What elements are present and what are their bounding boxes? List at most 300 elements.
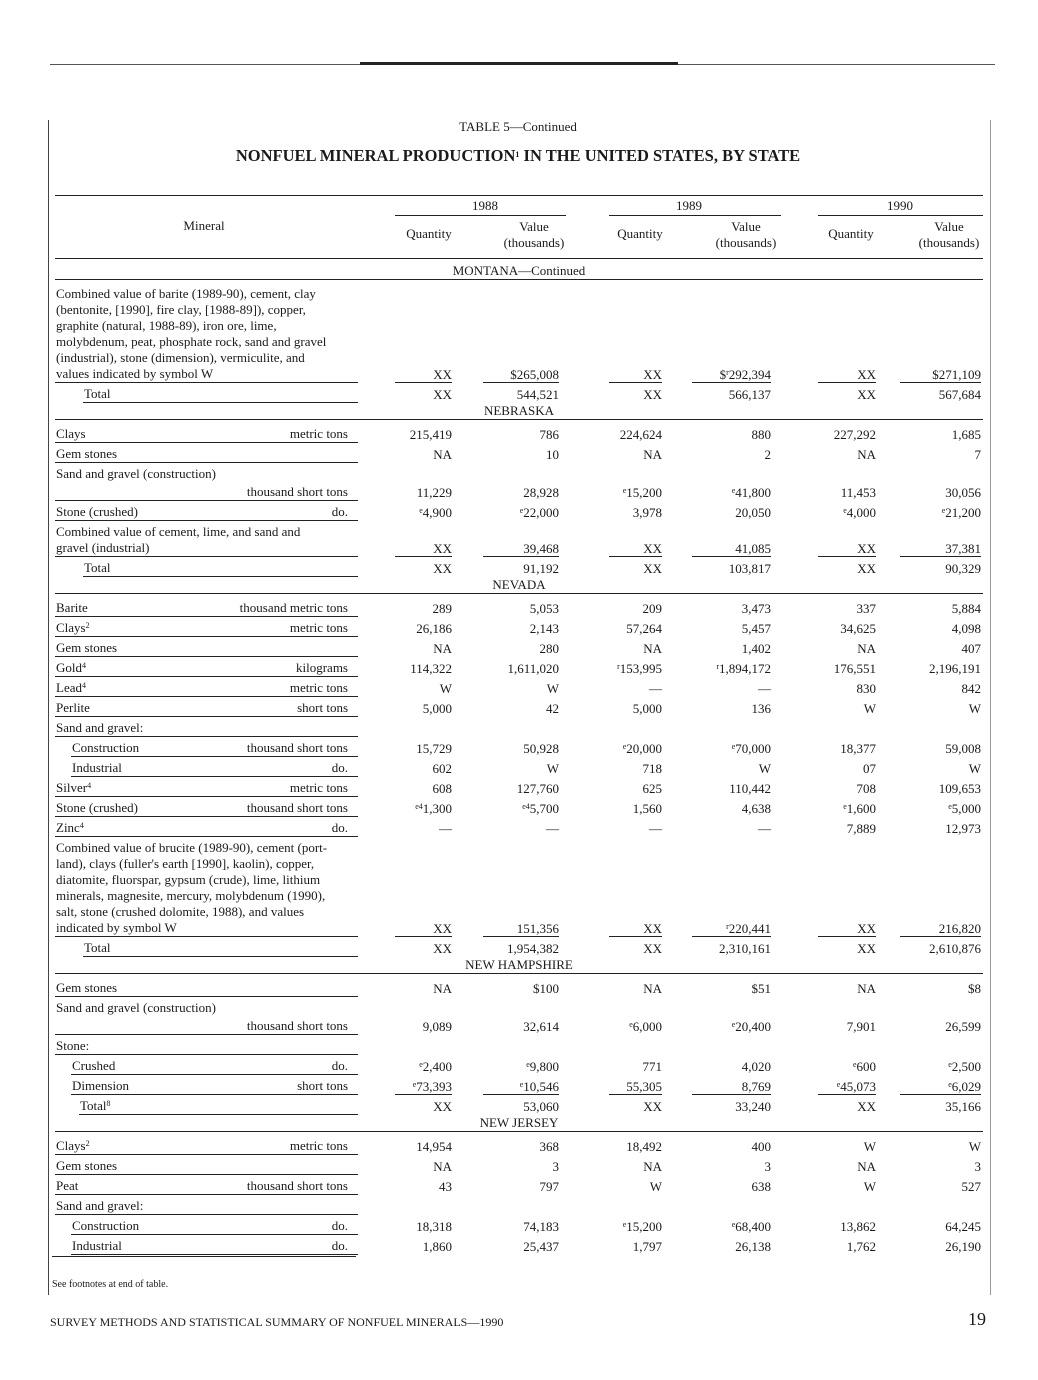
value-subtotal-rule [900, 936, 981, 937]
row-value: NA [857, 1159, 876, 1174]
row-label: Gold$^4$ [56, 660, 86, 675]
row-label-rule [83, 402, 358, 403]
section-rule [55, 593, 983, 594]
row-value: XX [857, 921, 876, 936]
row-label: Industrial [72, 760, 122, 775]
row-label: Perlite [56, 700, 90, 715]
row-label: Total [84, 386, 111, 401]
value-subtotal-rule [609, 382, 662, 383]
table-title: NONFUEL MINERAL PRODUCTION$^1$ IN THE UNITED STATES, BY STATE [235, 146, 801, 165]
row-unit: thousand short tons [246, 800, 348, 815]
thousands-header: (thousands) [503, 235, 565, 250]
row-value: $^e$20,000 [622, 741, 662, 756]
row-value: $^e$2,400 [419, 1059, 452, 1074]
row-label-rule [55, 1034, 358, 1035]
row-value: 797 [539, 1179, 559, 1194]
row-value: XX [643, 541, 662, 556]
row-value: NA [433, 1159, 452, 1174]
row-label: Gem stones [56, 980, 118, 995]
value-subtotal-rule [692, 382, 771, 383]
row-value: 3,473 [741, 601, 771, 616]
row-value: \$$^r$292,394 [719, 367, 771, 382]
row-value: $^e$4,000 [843, 505, 876, 520]
year-span-rule-3 [818, 215, 983, 216]
row-value: — [546, 821, 559, 836]
row-label: diatomite, fluorspar, gypsum (crude), lime, lithium [56, 872, 321, 887]
row-label-rule [71, 1094, 358, 1095]
row-unit: do. [331, 820, 348, 835]
row-value: $^e$22,000 [519, 505, 559, 520]
row-value: 53,060 [523, 1099, 559, 1114]
row-unit: do. [331, 1058, 348, 1073]
year-header-2: 1989 [676, 198, 702, 213]
row-value: 91,192 [523, 561, 559, 576]
value-header: Value [731, 219, 761, 234]
row-unit: metric tons [289, 426, 348, 441]
row-value: 2,196,191 [929, 661, 981, 676]
row-value: 07 [863, 761, 876, 776]
row-label: Clays$^2$ [56, 1138, 90, 1153]
row-value: 41,085 [735, 541, 771, 556]
row-value: 37,381 [945, 541, 981, 556]
row-value: 5,053 [529, 601, 559, 616]
row-value: $^e$21,200 [941, 505, 981, 520]
row-value: $^e$4,900 [419, 505, 452, 520]
value-subtotal-rule [483, 382, 559, 383]
row-value: 7 [974, 447, 981, 462]
row-label-rule [55, 462, 358, 463]
row-value: $^e$41,800 [731, 485, 771, 500]
row-label-rule [55, 656, 358, 657]
row-label: Sand and gravel: [56, 720, 144, 735]
row-value: NA [433, 981, 452, 996]
row-value: 1,797 [632, 1239, 662, 1254]
row-value: XX [857, 367, 876, 382]
row-value: $^r$153,995 [617, 661, 662, 676]
row-value: — [649, 681, 662, 696]
row-value: 786 [539, 427, 559, 442]
right-margin-rule [990, 120, 991, 1295]
value-subtotal-rule [818, 1094, 876, 1095]
row-value: NA [857, 447, 876, 462]
year-span-rule-1 [395, 215, 566, 216]
row-value: 1,402 [741, 641, 771, 656]
row-value: 151,356 [516, 921, 559, 936]
row-label: (bentonite, [1990], fire clay, [1988-89]), copper, [56, 302, 306, 317]
row-label: Stone: [56, 1038, 90, 1053]
row-label-rule [83, 576, 358, 577]
row-unit: thousand short tons [246, 1018, 348, 1033]
row-label: minerals, magnesite, mercury, molybdenum (1990), [56, 888, 326, 903]
value-header: Value [519, 219, 549, 234]
quantity-header: Quantity [406, 226, 452, 241]
row-value: XX [857, 561, 876, 576]
page-number: 19 [968, 1309, 986, 1329]
row-value: $100 [533, 981, 559, 996]
row-value: 4,638 [741, 801, 771, 816]
row-label: graphite (natural, 1988-89), iron ore, lime, [56, 318, 277, 333]
row-value: W [968, 701, 981, 716]
row-value: 26,190 [945, 1239, 981, 1254]
row-value: 1,611,020 [507, 661, 559, 676]
header-top-rule [55, 195, 983, 196]
row-value: 14,954 [416, 1139, 452, 1154]
row-label-rule [55, 1054, 358, 1055]
value-subtotal-rule [900, 1094, 981, 1095]
row-value: 567,684 [938, 387, 981, 402]
row-value: W [758, 761, 771, 776]
row-label-rule [55, 1174, 358, 1175]
row-value: $^e$2,500 [948, 1059, 981, 1074]
row-value: 771 [642, 1059, 662, 1074]
row-value: 114,322 [410, 661, 452, 676]
row-value: 35,166 [945, 1099, 981, 1114]
thousands-header: (thousands) [918, 235, 980, 250]
row-unit: thousand short tons [246, 484, 348, 499]
row-value: 3 [974, 1159, 981, 1174]
thousands-header: (thousands) [715, 235, 777, 250]
value-subtotal-rule [818, 936, 876, 937]
row-unit: thousand metric tons [239, 600, 348, 615]
value-subtotal-rule [692, 1094, 771, 1095]
row-label-rule [55, 1154, 358, 1155]
row-value: 109,653 [938, 781, 981, 796]
row-value: XX [643, 387, 662, 402]
section-rule [55, 973, 983, 974]
row-value: 3 [552, 1159, 559, 1174]
row-label-rule [55, 636, 358, 637]
row-value: NA [433, 447, 452, 462]
row-value: NA [643, 1159, 662, 1174]
row-value: 215,419 [409, 427, 452, 442]
row-value: $265,008 [510, 367, 559, 382]
row-value: 50,928 [523, 741, 559, 756]
value-subtotal-rule [395, 1094, 452, 1095]
row-value: XX [643, 921, 662, 936]
row-value: $^e$68,400 [731, 1219, 771, 1234]
row-label: salt, stone (crushed dolomite, 1988), and values [56, 904, 305, 919]
value-subtotal-rule [609, 556, 662, 557]
row-value: $^r$220,441 [726, 921, 771, 936]
row-label: Construction [72, 740, 140, 755]
row-value: 11,229 [416, 485, 452, 500]
row-label: Stone (crushed) [56, 504, 138, 519]
value-subtotal-rule [609, 936, 662, 937]
row-value: $^e$5,000 [948, 801, 981, 816]
row-label: Lead$^4$ [56, 680, 86, 695]
row-value: 33,240 [735, 1099, 771, 1114]
row-label: indicated by symbol W [56, 920, 177, 935]
row-value: 28,928 [523, 485, 559, 500]
row-value: NA [433, 641, 452, 656]
row-value: 34,625 [840, 621, 876, 636]
row-value: 55,305 [626, 1079, 662, 1094]
row-value: XX [643, 941, 662, 956]
row-value: W [546, 681, 559, 696]
row-value: 407 [961, 641, 981, 656]
row-label-rule [71, 1074, 358, 1075]
row-label: Silver$^4$ [56, 780, 92, 795]
row-label-rule [55, 996, 358, 997]
row-unit: short tons [297, 700, 348, 715]
row-label-rule [55, 836, 358, 837]
row-value: 544,521 [516, 387, 559, 402]
row-label-rule [55, 520, 358, 521]
row-value: 3 [764, 1159, 771, 1174]
row-value: W [439, 681, 452, 696]
row-value: $^e$45,073 [836, 1079, 876, 1094]
row-value: 2,310,161 [719, 941, 771, 956]
row-value: W [863, 1179, 876, 1194]
row-value: $^e$10,546 [519, 1079, 559, 1094]
row-value: $^e$6,029 [948, 1079, 981, 1094]
row-value: 18,318 [416, 1219, 452, 1234]
row-value: 18,492 [626, 1139, 662, 1154]
row-value: 103,817 [728, 561, 771, 576]
row-label: values indicated by symbol W [56, 366, 214, 381]
state-section-heading: NEW JERSEY [479, 1115, 559, 1130]
row-label: Total [84, 560, 111, 575]
row-label: Gem stones [56, 1158, 118, 1173]
row-value: 566,137 [728, 387, 771, 402]
row-unit: metric tons [289, 620, 348, 635]
row-value: 209 [642, 601, 662, 616]
row-value: NA [857, 981, 876, 996]
row-value: XX [433, 1099, 452, 1114]
row-label: Industrial [72, 1238, 122, 1253]
row-label: Total [84, 940, 111, 955]
value-subtotal-rule [483, 1094, 559, 1095]
row-value: 10 [546, 447, 559, 462]
row-value: 1,860 [422, 1239, 452, 1254]
row-value: NA [643, 981, 662, 996]
row-value: — [439, 821, 452, 836]
row-value: 1,954,382 [507, 941, 559, 956]
row-label-rule [71, 776, 358, 777]
row-value: 11,453 [840, 485, 876, 500]
row-value: 18,377 [840, 741, 876, 756]
row-value: 7,901 [846, 1019, 876, 1034]
row-label-rule [55, 616, 358, 617]
row-label-rule [83, 956, 358, 957]
row-value: XX [433, 541, 452, 556]
value-subtotal-rule [609, 1094, 662, 1095]
row-value: 7,889 [846, 821, 876, 836]
row-value: W [863, 701, 876, 716]
row-value: XX [857, 1099, 876, 1114]
row-label: Dimension [72, 1078, 130, 1093]
row-unit: thousand short tons [246, 740, 348, 755]
row-label: Stone (crushed) [56, 800, 138, 815]
row-label: Combined value of cement, lime, and sand and [56, 524, 301, 539]
row-label-rule [55, 936, 358, 937]
row-value: 638 [751, 1179, 771, 1194]
row-label: Clays$^2$ [56, 620, 90, 635]
row-label: Zinc$^4$ [56, 820, 84, 835]
row-label: Clays [56, 426, 86, 441]
row-value: $^e$15,200 [622, 485, 662, 500]
row-label-rule [55, 816, 358, 817]
row-value: 830 [856, 681, 876, 696]
row-label-rule [55, 716, 358, 717]
row-value: 12,973 [945, 821, 981, 836]
row-value: W [968, 1139, 981, 1154]
row-label: gravel (industrial) [56, 540, 150, 555]
row-value: $8 [968, 981, 981, 996]
row-label-rule [55, 500, 358, 501]
section-rule [55, 279, 983, 280]
row-value: 74,183 [523, 1219, 559, 1234]
value-subtotal-rule [692, 936, 771, 937]
row-unit: do. [331, 760, 348, 775]
row-value: 20,050 [735, 505, 771, 520]
row-label: Sand and gravel (construction) [56, 1000, 216, 1015]
row-value: — [649, 821, 662, 836]
value-subtotal-rule [395, 556, 452, 557]
row-label-rule [71, 1234, 358, 1235]
row-label-rule [71, 1254, 358, 1255]
year-header-3: 1990 [887, 198, 913, 213]
row-value: 718 [642, 761, 662, 776]
section-rule [55, 1131, 983, 1132]
row-label-rule [71, 756, 358, 757]
value-subtotal-rule [900, 556, 981, 557]
value-subtotal-rule [395, 936, 452, 937]
row-label-rule [55, 696, 358, 697]
row-unit: metric tons [289, 1138, 348, 1153]
row-value: 136 [751, 701, 771, 716]
row-label-rule [55, 382, 358, 383]
row-value: 337 [856, 601, 876, 616]
row-value: 608 [432, 781, 452, 796]
row-value: 5,000 [422, 701, 452, 716]
row-value: 289 [432, 601, 452, 616]
row-label-rule [55, 736, 358, 737]
row-unit: metric tons [289, 680, 348, 695]
row-value: 527 [961, 1179, 981, 1194]
value-subtotal-rule [818, 556, 876, 557]
row-value: W [863, 1139, 876, 1154]
row-value: 15,729 [416, 741, 452, 756]
table-caption: TABLE 5—Continued [459, 119, 577, 134]
row-value: $^r$1,894,172 [716, 661, 771, 676]
row-value: 4,020 [741, 1059, 771, 1074]
row-value: 26,186 [416, 621, 452, 636]
row-value: $271,109 [932, 367, 981, 382]
row-label-rule [55, 442, 358, 443]
row-value: 216,820 [938, 921, 981, 936]
row-value: 5,884 [951, 601, 981, 616]
row-value: $^e$70,000 [731, 741, 771, 756]
row-value: XX [433, 387, 452, 402]
row-value: — [758, 821, 771, 836]
row-value: 64,245 [945, 1219, 981, 1234]
row-unit: do. [331, 1218, 348, 1233]
row-value: NA [643, 447, 662, 462]
section-rule [55, 419, 983, 420]
value-subtotal-rule [483, 936, 559, 937]
mineral-header: Mineral [183, 218, 225, 233]
row-label: Barite [56, 600, 88, 615]
row-value: 32,614 [523, 1019, 559, 1034]
running-footer: SURVEY METHODS AND STATISTICAL SUMMARY OF NONFUEL MINERALS—1990 [50, 1315, 504, 1329]
row-value: 5,000 [632, 701, 662, 716]
row-value: 57,264 [626, 621, 662, 636]
row-value: 880 [751, 427, 771, 442]
row-value: $51 [751, 981, 771, 996]
state-section-heading: MONTANA—Continued [452, 263, 586, 278]
row-value: NA [643, 641, 662, 656]
row-value: XX [857, 541, 876, 556]
row-label-rule [55, 1214, 358, 1215]
row-unit: do. [331, 1238, 348, 1253]
header-bottom-rule [55, 258, 983, 259]
row-value: 90,329 [945, 561, 981, 576]
state-section-heading: NEW HAMPSHIRE [465, 957, 573, 972]
row-value: 26,599 [945, 1019, 981, 1034]
row-label: Sand and gravel: [56, 1198, 144, 1213]
row-label: Crushed [72, 1058, 116, 1073]
row-label-rule [55, 796, 358, 797]
row-value: XX [433, 941, 452, 956]
footnote-note: See footnotes at end of table. [52, 1279, 169, 1290]
row-value: 368 [539, 1139, 559, 1154]
left-margin-rule [48, 120, 49, 1295]
row-value: XX [433, 561, 452, 576]
row-value: 127,760 [516, 781, 559, 796]
row-label-rule [55, 556, 358, 557]
row-label: Sand and gravel (construction) [56, 466, 216, 481]
row-value: $^e$600 [852, 1059, 876, 1074]
row-value: 3,978 [632, 505, 662, 520]
row-value: 2,143 [529, 621, 559, 636]
row-value: XX [643, 367, 662, 382]
row-unit: thousand short tons [246, 1178, 348, 1193]
row-unit: kilograms [296, 660, 348, 675]
row-value: $^{e4}$5,700 [522, 801, 559, 816]
row-value: $^e$6,000 [629, 1019, 662, 1034]
row-value: 43 [439, 1179, 452, 1194]
row-value: 2,610,876 [929, 941, 981, 956]
state-section-heading: NEVADA [492, 577, 546, 592]
row-label: (industrial), stone (dimension), vermiculite, and [56, 350, 305, 365]
row-value: 26,138 [735, 1239, 771, 1254]
row-value: $^e$1,600 [843, 801, 876, 816]
row-value: 1,560 [632, 801, 662, 816]
row-value: $^{e4}$1,300 [415, 801, 452, 816]
value-subtotal-rule [483, 556, 559, 557]
value-subtotal-rule [900, 382, 981, 383]
row-value: 30,056 [945, 485, 981, 500]
row-value: 42 [546, 701, 559, 716]
year-span-rule-2 [609, 215, 781, 216]
row-label: Total$^8$ [80, 1098, 111, 1113]
top-bar [360, 62, 678, 65]
row-label: Combined value of brucite (1989-90), cement (port- [56, 840, 328, 855]
row-value: 39,468 [523, 541, 559, 556]
row-value: 9,089 [422, 1019, 452, 1034]
value-subtotal-rule [692, 556, 771, 557]
row-label-rule [55, 676, 358, 677]
row-label: Combined value of barite (1989-90), cement, clay [56, 286, 316, 301]
row-label: molybdenum, peat, phosphate rock, sand and gravel [56, 334, 327, 349]
row-unit: do. [331, 504, 348, 519]
row-value: XX [643, 1099, 662, 1114]
row-value: 227,292 [833, 427, 876, 442]
row-value: 110,442 [729, 781, 771, 796]
row-value: 602 [432, 761, 452, 776]
quantity-header: Quantity [828, 226, 874, 241]
